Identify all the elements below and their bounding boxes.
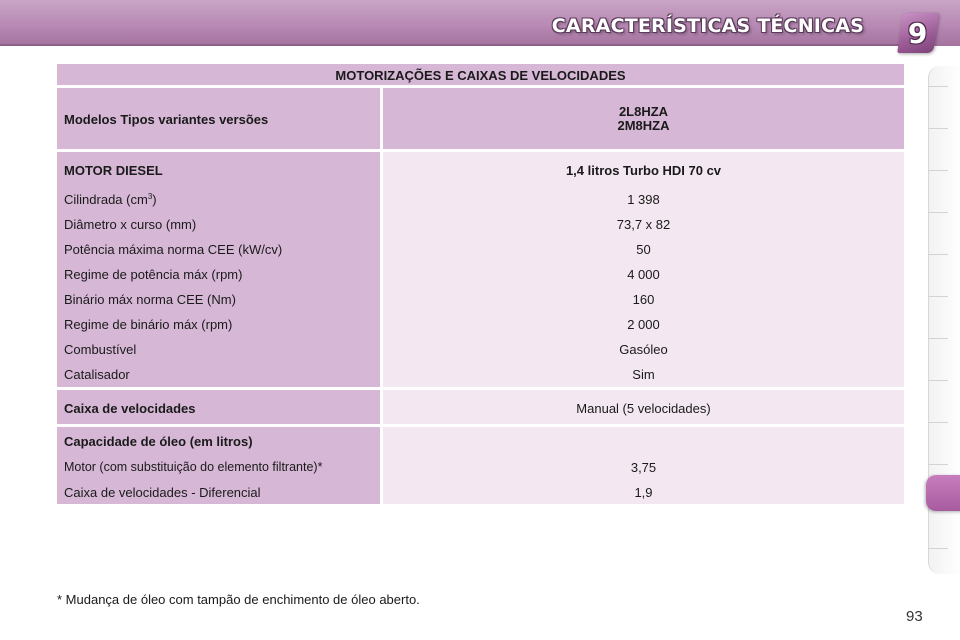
oil-spec-value: 3,75 [630,460,657,475]
table-title-row [57,64,904,85]
model-code: 2M8HZA [617,118,670,133]
tab-divider [928,464,948,465]
tab-divider [928,128,948,129]
spec-label: Potência máxima norma CEE (kW/cv) [64,242,283,257]
gearbox-value: Manual (5 velocidades) [576,401,711,416]
tab-divider [928,170,948,171]
page-title: CARACTERÍSTICAS TÉCNICAS [551,15,864,37]
tab-divider [928,548,948,549]
chapter-tab-active[interactable] [926,475,960,511]
spec-value: 4 000 [627,267,660,282]
oil-spec-label: Caixa de velocidades - Diferencial [64,485,261,500]
tab-divider [928,338,948,339]
header-stripe [0,44,900,46]
engine-block [57,152,904,387]
page-number: 93 [906,608,923,625]
engine-label: MOTOR DIESEL [64,163,163,178]
spec-value: 2 000 [627,317,660,332]
spec-label: Diâmetro x curso (mm) [64,217,197,232]
spec-label: Combustível [64,342,137,357]
engine-name: 1,4 litros Turbo HDI 70 cv [565,163,722,178]
spec-label: Catalisador [64,367,130,382]
spec-label: Cilindrada $(cm^3)$ [64,192,157,207]
table-title: MOTORIZAÇÕES E CAIXAS DE VELOCIDADES [335,68,626,83]
spec-value: 50 [636,242,651,257]
gearbox-label: Caixa de velocidades [64,401,196,416]
spec-value: Gasóleo [619,342,668,357]
spec-label: Regime de binário máx (rpm) [64,317,233,332]
spec-label: Binário máx norma CEE (Nm) [64,292,236,307]
chapter-number: 9 [908,16,928,50]
oil-spec-value: 1,9 [634,485,653,500]
oil-block [57,427,904,504]
specs-table [57,64,904,504]
tab-divider [928,422,948,423]
tab-divider [928,86,948,87]
oil-label: Capacidade de óleo (em litros) [64,434,253,449]
gearbox-row [57,390,904,424]
spec-value: 160 [632,292,655,307]
tab-divider [928,212,948,213]
tab-divider [928,296,948,297]
models-row [57,88,904,149]
spec-value: Sim [632,367,655,382]
chapter-badge [897,13,939,53]
spec-value: 73,7 x 82 [616,217,671,232]
oil-spec-label: Motor (com substituição do elemento filtrante)* [64,460,323,474]
tab-divider [928,254,948,255]
tab-divider [928,380,948,381]
footnote: * Mudança de óleo com tampão de enchimento de óleo aberto. [57,592,420,607]
spec-label: Regime de potência máx (rpm) [64,267,243,282]
model-code: 2L8HZA [618,104,669,119]
spec-value: 1 398 [627,192,660,207]
models-label: Modelos Tipos variantes versões [64,112,269,127]
